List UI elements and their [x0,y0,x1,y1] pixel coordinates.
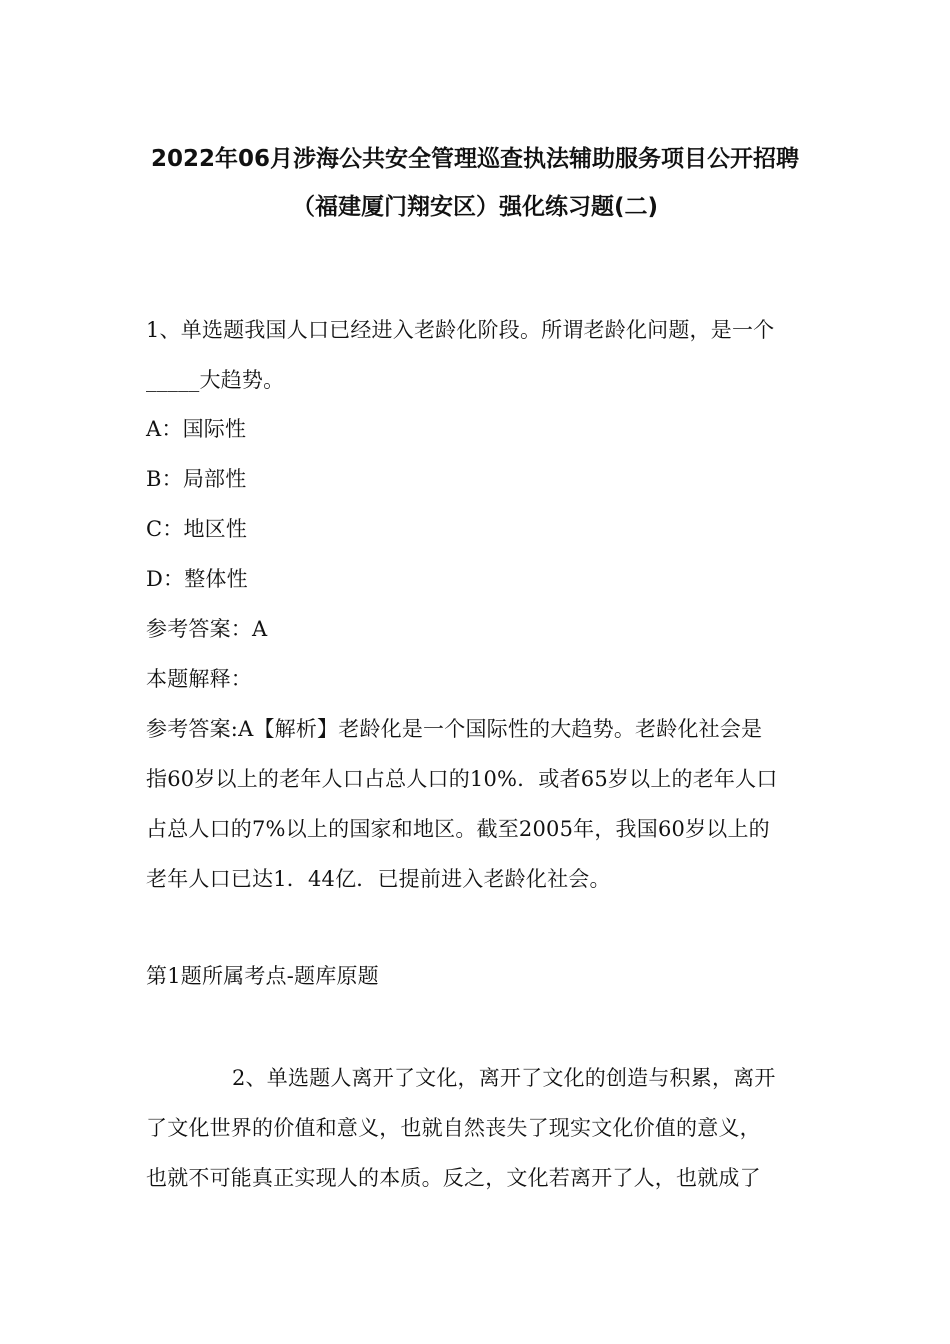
question-1-explanation-line: 指60岁以上的老年人口占总人口的10%．或者65岁以上的老年人口 [146,767,778,791]
question-1-explanation-line: 占总人口的7%以上的国家和地区。截至2005年，我国60岁以上的 [146,817,770,841]
question-2-stem-line-2: 了文化世界的价值和意义，也就自然丧失了现实文化价值的意义， [146,1116,761,1140]
question-1-explanation-line: 老年人口已达1．44亿．已提前进入老龄化社会。 [146,867,611,891]
question-2-stem-line-1: 2、单选题人离开了文化，离开了文化的创造与积累，离开 [232,1066,776,1090]
question-1-stem-line-1: 1、单选题我国人口已经进入老龄化阶段。所谓老龄化问题，是一个 [146,318,775,342]
question-1-source: 第1题所属考点-题库原题 [146,964,379,988]
question-1-option-a: A：国际性 [146,417,247,441]
document-title-line-2: （福建厦门翔安区）强化练习题(二) [291,194,659,220]
question-1-answer: 参考答案：A [146,617,268,641]
question-1-explanation-label: 本题解释： [146,667,252,691]
question-1-stem-line-2: _____大趋势。 [146,368,285,392]
question-1-option-c: C：地区性 [146,517,248,541]
question-2-stem-line-3: 也就不可能真正实现人的本质。反之，文化若离开了人，也就成了 [146,1166,761,1190]
question-1-option-b: B：局部性 [146,467,247,491]
question-1-explanation-line: 参考答案:A【解析】老龄化是一个国际性的大趋势。老龄化社会是 [146,717,763,741]
question-1-option-d: D：整体性 [146,567,248,591]
document-title-line-1: 2022年06月涉海公共安全管理巡查执法辅助服务项目公开招聘 [150,146,800,172]
